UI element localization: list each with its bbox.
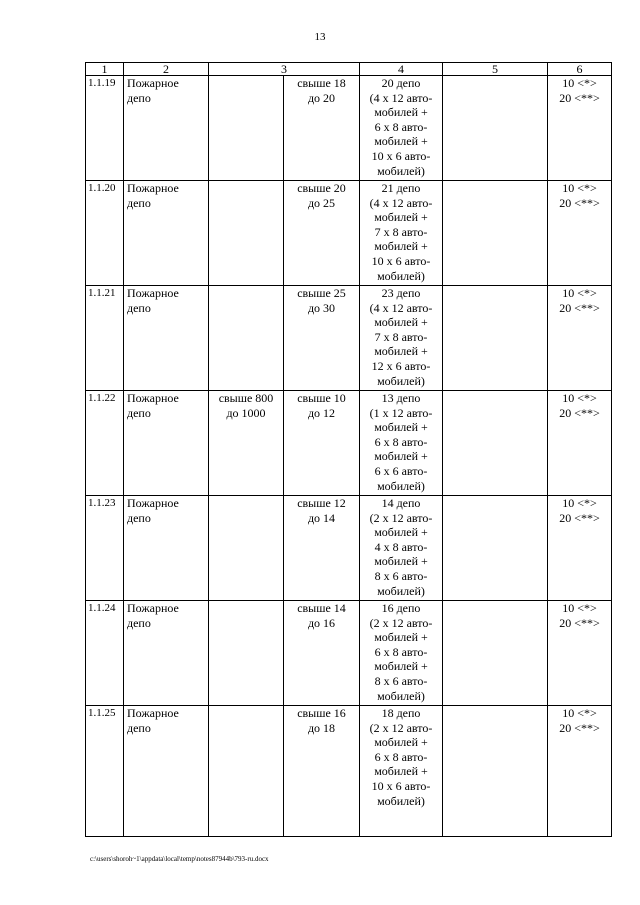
cell-line: до 25 bbox=[307, 195, 336, 210]
cell-line: (4 х 12 авто- bbox=[369, 195, 433, 210]
cell-line: (2 х 12 авто- bbox=[369, 615, 433, 630]
cell-line: (4 х 12 авто- bbox=[369, 300, 433, 315]
cell-line: мобилей + bbox=[374, 525, 428, 540]
population-range-cell bbox=[284, 181, 360, 286]
object-name-cell bbox=[124, 76, 209, 181]
cell-line: Пожарное bbox=[127, 706, 179, 720]
cell-line: 4 х 8 авто- bbox=[374, 539, 428, 554]
population-range-cell bbox=[284, 601, 360, 706]
cell-line: 10 х 6 авто- bbox=[371, 148, 431, 163]
area-range-cell bbox=[209, 181, 284, 286]
table-row bbox=[86, 76, 612, 181]
object-name-cell bbox=[124, 286, 209, 391]
cell-line: мобилей) bbox=[377, 478, 425, 493]
cell-line: мобилей + bbox=[374, 134, 428, 149]
arrival-time-cell bbox=[548, 706, 612, 837]
row-number-cell: 1.1.24 bbox=[86, 601, 124, 706]
table-row bbox=[86, 391, 612, 496]
area-range-cell bbox=[209, 391, 284, 496]
column-5-cell bbox=[443, 496, 548, 601]
cell-line: 20 <**> bbox=[559, 615, 600, 630]
cell-line: мобилей + bbox=[374, 449, 428, 464]
area-range-cell bbox=[209, 286, 284, 391]
cell-line: свыше 12 bbox=[297, 496, 346, 510]
cell-line: мобилей + bbox=[374, 554, 428, 569]
cell-line: мобилей + bbox=[374, 764, 428, 779]
cell-line: 20 <**> bbox=[559, 720, 600, 735]
cell-line: до 14 bbox=[307, 510, 336, 525]
cell-line: свыше 25 bbox=[297, 286, 346, 300]
cell-line: мобилей + bbox=[374, 344, 428, 359]
cell-line: 10 <*> bbox=[562, 181, 597, 195]
cell-line: депо bbox=[127, 195, 151, 210]
cell-line: 20 <**> bbox=[559, 510, 600, 525]
column-5-cell bbox=[443, 181, 548, 286]
cell-line: депо bbox=[127, 90, 151, 105]
cell-line: 7 х 8 авто- bbox=[374, 329, 428, 344]
header-cell-4: 4 bbox=[360, 63, 443, 76]
population-range-cell bbox=[284, 286, 360, 391]
table-row bbox=[86, 286, 612, 391]
object-name-cell bbox=[124, 601, 209, 706]
cell-line: Пожарное bbox=[127, 76, 179, 90]
cell-line: 10 <*> bbox=[562, 706, 597, 720]
depot-count-cell bbox=[360, 601, 443, 706]
arrival-time-cell bbox=[548, 286, 612, 391]
cell-line: депо bbox=[127, 615, 151, 630]
cell-line: свыше 18 bbox=[297, 76, 346, 90]
depot-count-cell bbox=[360, 706, 443, 837]
header-cell-3: 3 bbox=[209, 63, 360, 76]
cell-line: 10 <*> bbox=[562, 496, 597, 510]
cell-line: 10 <*> bbox=[562, 391, 597, 405]
cell-line: 6 х 8 авто- bbox=[374, 749, 428, 764]
cell-line: 20 <**> bbox=[559, 90, 600, 105]
cell-line: до 16 bbox=[307, 615, 336, 630]
cell-line: до 1000 bbox=[226, 405, 266, 420]
cell-line: 23 депо bbox=[381, 286, 421, 300]
cell-line: мобилей + bbox=[374, 735, 428, 750]
cell-line: свыше 16 bbox=[297, 706, 346, 720]
cell-line: 20 <**> bbox=[559, 405, 600, 420]
column-5-cell bbox=[443, 286, 548, 391]
cell-line: свыше 14 bbox=[297, 601, 346, 615]
row-number-cell: 1.1.19 bbox=[86, 76, 124, 181]
population-range-cell bbox=[284, 76, 360, 181]
header-cell-6: 6 bbox=[548, 63, 612, 76]
cell-line: Пожарное bbox=[127, 391, 179, 405]
object-name-cell bbox=[124, 706, 209, 837]
cell-line: мобилей + bbox=[374, 659, 428, 674]
cell-line: (4 х 12 авто- bbox=[369, 90, 433, 105]
arrival-time-cell bbox=[548, 181, 612, 286]
table-header-row bbox=[86, 63, 612, 76]
area-range-cell bbox=[209, 76, 284, 181]
cell-line: 8 х 6 авто- bbox=[374, 568, 428, 583]
cell-line: свыше 800 bbox=[218, 391, 274, 405]
cell-line: 6 х 8 авто- bbox=[374, 119, 428, 134]
cell-line: мобилей) bbox=[377, 688, 425, 703]
cell-line: мобилей) bbox=[377, 163, 425, 178]
row-number-cell: 1.1.22 bbox=[86, 391, 124, 496]
cell-line: мобилей) bbox=[377, 583, 425, 598]
cell-line: свыше 10 bbox=[297, 391, 346, 405]
cell-line: депо bbox=[127, 720, 151, 735]
page-number: 13 bbox=[314, 31, 326, 43]
cell-line: 13 депо bbox=[381, 391, 421, 405]
cell-line: мобилей + bbox=[374, 105, 428, 120]
table-row bbox=[86, 496, 612, 601]
depot-count-cell bbox=[360, 286, 443, 391]
table-body bbox=[86, 63, 612, 837]
cell-line: 10 <*> bbox=[562, 286, 597, 300]
population-range-cell bbox=[284, 706, 360, 837]
depot-count-cell bbox=[360, 76, 443, 181]
cell-line: 8 х 6 авто- bbox=[374, 673, 428, 688]
cell-line: 10 х 6 авто- bbox=[371, 778, 431, 793]
cell-line: 10 <*> bbox=[562, 76, 597, 90]
cell-line: мобилей) bbox=[377, 373, 425, 388]
cell-line: (2 х 12 авто- bbox=[369, 510, 433, 525]
cell-line: до 20 bbox=[307, 90, 336, 105]
cell-line: 7 х 8 авто- bbox=[374, 224, 428, 239]
row-number-cell: 1.1.21 bbox=[86, 286, 124, 391]
cell-line: свыше 20 bbox=[297, 181, 346, 195]
cell-line: 20 депо bbox=[381, 76, 421, 90]
cell-line: Пожарное bbox=[127, 181, 179, 195]
cell-line: 20 <**> bbox=[559, 195, 600, 210]
population-range-cell bbox=[284, 496, 360, 601]
header-cell-1: 1 bbox=[86, 63, 124, 76]
table-row bbox=[86, 601, 612, 706]
cell-line: мобилей + bbox=[374, 420, 428, 435]
cell-line: 6 х 6 авто- bbox=[374, 463, 428, 478]
depot-count-cell bbox=[360, 391, 443, 496]
cell-line: 18 депо bbox=[381, 706, 421, 720]
cell-line: депо bbox=[127, 300, 151, 315]
cell-line: 12 х 6 авто- bbox=[371, 358, 431, 373]
cell-line: 21 депо bbox=[381, 181, 421, 195]
object-name-cell bbox=[124, 496, 209, 601]
header-cell-5: 5 bbox=[443, 63, 548, 76]
cell-line: 6 х 8 авто- bbox=[374, 434, 428, 449]
cell-line: до 18 bbox=[307, 720, 336, 735]
column-5-cell bbox=[443, 706, 548, 837]
area-range-cell bbox=[209, 496, 284, 601]
cell-line: до 12 bbox=[307, 405, 336, 420]
table-row bbox=[86, 706, 612, 837]
cell-line: до 30 bbox=[307, 300, 336, 315]
file-path-footer: c:\users\shoroh~1\appdata\local\temp\notes87944b\793-ru.docx bbox=[90, 855, 269, 863]
row-number-cell: 1.1.20 bbox=[86, 181, 124, 286]
cell-line: депо bbox=[127, 510, 151, 525]
cell-line: 16 депо bbox=[381, 601, 421, 615]
cell-line: (2 х 12 авто- bbox=[369, 720, 433, 735]
object-name-cell bbox=[124, 181, 209, 286]
cell-line: Пожарное bbox=[127, 601, 179, 615]
arrival-time-cell bbox=[548, 601, 612, 706]
header-cell-2: 2 bbox=[124, 63, 209, 76]
cell-line: мобилей) bbox=[377, 793, 425, 808]
column-5-cell bbox=[443, 601, 548, 706]
arrival-time-cell bbox=[548, 391, 612, 496]
cell-line: 10 <*> bbox=[562, 601, 597, 615]
cell-line: 20 <**> bbox=[559, 300, 600, 315]
table-row bbox=[86, 181, 612, 286]
area-range-cell bbox=[209, 601, 284, 706]
cell-line: Пожарное bbox=[127, 496, 179, 510]
column-5-cell bbox=[443, 391, 548, 496]
arrival-time-cell bbox=[548, 76, 612, 181]
norms-table bbox=[85, 62, 612, 837]
arrival-time-cell bbox=[548, 496, 612, 601]
cell-line: мобилей) bbox=[377, 268, 425, 283]
cell-line: Пожарное bbox=[127, 286, 179, 300]
cell-line: мобилей + bbox=[374, 210, 428, 225]
cell-line: 10 х 6 авто- bbox=[371, 253, 431, 268]
population-range-cell bbox=[284, 391, 360, 496]
cell-line: мобилей + bbox=[374, 239, 428, 254]
cell-line: 14 депо bbox=[381, 496, 421, 510]
area-range-cell bbox=[209, 706, 284, 837]
row-number-cell: 1.1.23 bbox=[86, 496, 124, 601]
depot-count-cell bbox=[360, 496, 443, 601]
cell-line: мобилей + bbox=[374, 315, 428, 330]
cell-line: депо bbox=[127, 405, 151, 420]
cell-line: мобилей + bbox=[374, 630, 428, 645]
row-number-cell: 1.1.25 bbox=[86, 706, 124, 837]
object-name-cell bbox=[124, 391, 209, 496]
cell-line: (1 х 12 авто- bbox=[369, 405, 433, 420]
column-5-cell bbox=[443, 76, 548, 181]
cell-line: 6 х 8 авто- bbox=[374, 644, 428, 659]
depot-count-cell bbox=[360, 181, 443, 286]
